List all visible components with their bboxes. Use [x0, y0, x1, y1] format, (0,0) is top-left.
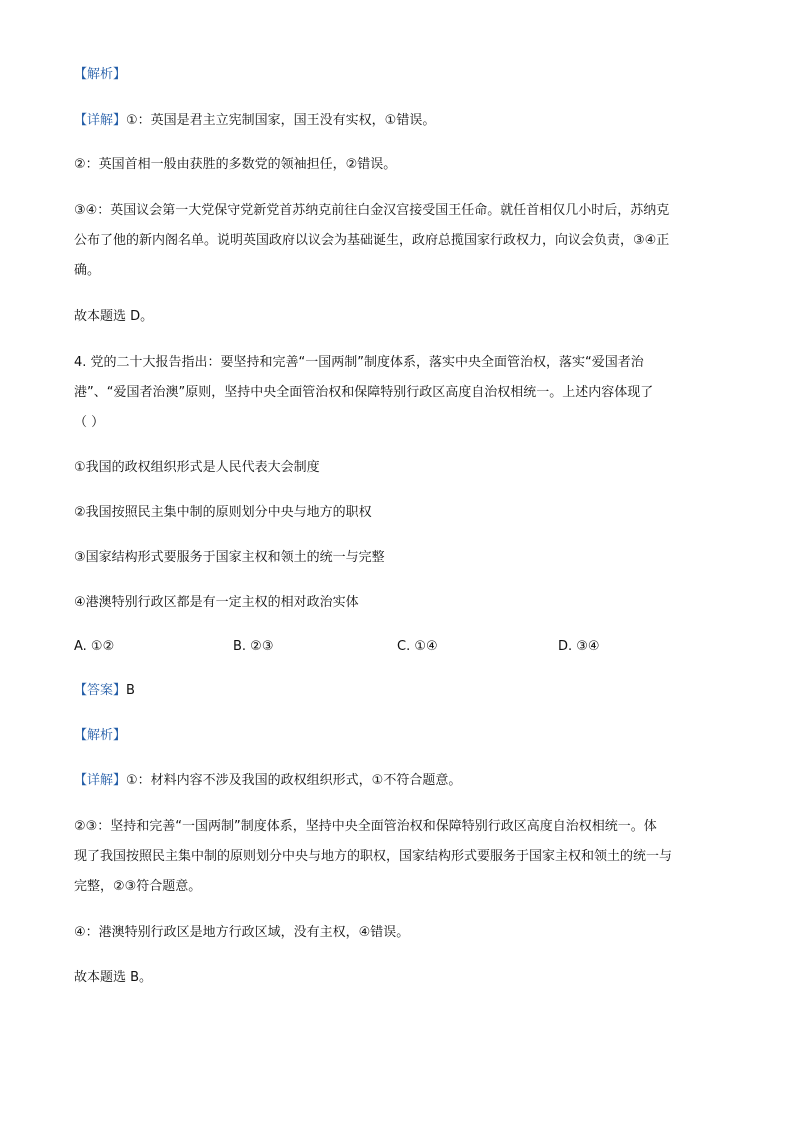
answer-detail-paragraph-2-line-1: ②③：坚持和完善“一国两制”制度体系，坚持中央全面管治权和保障特别行政区高度自治权相统一。体	[74, 819, 657, 834]
detail-paragraph-3-line-3: 确。	[74, 263, 101, 278]
answer-detail-paragraph-3: ④：港澳特别行政区是地方行政区域，没有主权，④错误。	[74, 925, 410, 940]
question-stem-line-3: （ ）	[74, 415, 105, 430]
option-b: B. ②③	[233, 639, 274, 654]
detail-tag: 【详解】	[74, 113, 127, 128]
answer-value: B	[126, 683, 135, 698]
detail-paragraph-3-line-2: 公布了他的新内阁名单。说明英国政府以议会为基础诞生，政府总揽国家行政权力，向议会负责，③④正	[74, 233, 670, 248]
answer-detail-paragraph-1	[74, 772, 461, 790]
detail-tag-2: 【详解】	[74, 773, 127, 788]
statement-2: ②我国按照民主集中制的原则划分中央与地方的职权	[74, 505, 372, 520]
statement-3: ③国家结构形式要服务于国家主权和领土的统一与完整	[74, 550, 385, 565]
option-c: C. ①④	[397, 639, 438, 654]
question-stem-line-2: 港”、“爱国者治澳”原则，坚持中央全面管治权和保障特别行政区高度自治权相统一。上述内容体现了	[74, 385, 654, 400]
statement-4: ④港澳特别行政区都是有一定主权的相对政治实体	[74, 595, 359, 610]
answer-conclusion: 故本题选 B。	[74, 970, 153, 985]
analysis-heading	[74, 66, 126, 84]
analysis-tag-2: 【解析】	[74, 728, 127, 743]
analysis-tag: 【解析】	[74, 67, 127, 82]
analysis-heading-2	[74, 727, 126, 745]
detail-text: ①：英国是君主立宪制国家，国王没有实权，①错误。	[126, 113, 436, 128]
option-d: D. ③④	[558, 639, 600, 654]
answer-detail-paragraph-2-line-3: 完整，②③符合题意。	[74, 879, 202, 894]
answer-detail-paragraph-2-line-2: 现了我国按照民主集中制的原则划分中央与地方的职权，国家结构形式要服务于国家主权和领土的统一与	[74, 849, 673, 864]
answer-line	[74, 682, 135, 700]
detail-paragraph-1	[74, 112, 435, 130]
answer-tag: 【答案】	[74, 683, 127, 698]
statement-1: ①我国的政权组织形式是人民代表大会制度	[74, 460, 320, 475]
option-a: A. ①②	[74, 639, 115, 654]
conclusion: 故本题选 D。	[74, 309, 154, 324]
question-stem-line-1: 4. 党的二十大报告指出：要坚持和完善“一国两制”制度体系，落实中央全面管治权，落实“爱国者治	[74, 355, 644, 370]
detail-paragraph-2: ②：英国首相一般由获胜的多数党的领袖担任，②错误。	[74, 157, 397, 172]
answer-detail-text: ①：材料内容不涉及我国的政权组织形式，①不符合题意。	[126, 773, 462, 788]
detail-paragraph-3-line-1: ③④：英国议会第一大党保守党新党首苏纳克前往白金汉宫接受国王任命。就任首相仅几小时后，苏纳克	[74, 203, 670, 218]
